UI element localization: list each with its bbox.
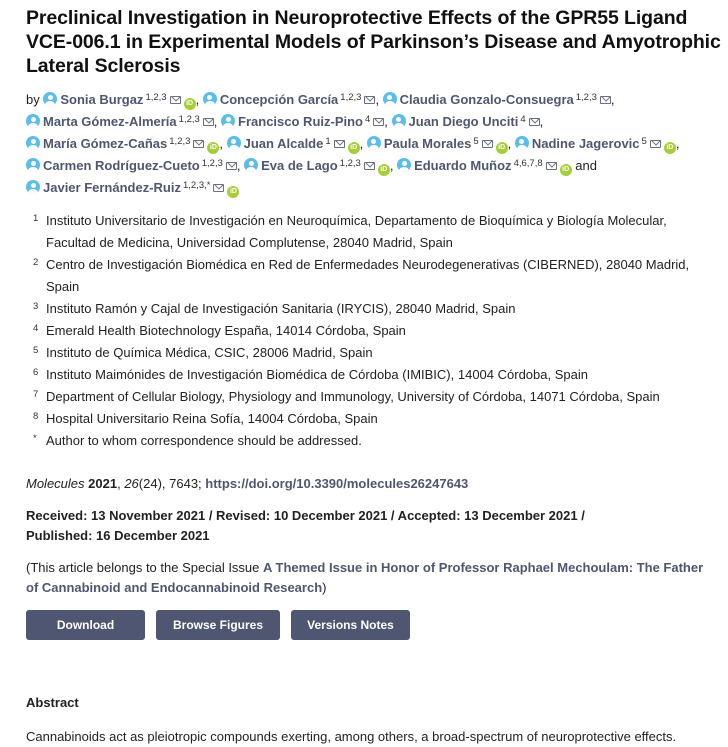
author-profile-icon[interactable] xyxy=(397,158,411,172)
article-title: Preclinical Investigation in Neuroprotective Effects of the GPR55 Ligand VCE-006.1 in Experimental Models of Parkinson’s Disease and Amyotrophic Lateral Sclerosis xyxy=(26,7,721,77)
article-actions xyxy=(26,610,728,640)
author-name[interactable]: María Gómez-Cañas xyxy=(43,136,168,151)
affiliation-text: Instituto de Química Médica, CSIC, 28006 Madrid, Spain xyxy=(46,345,373,360)
abstract-heading: Abstract xyxy=(26,695,79,710)
affiliation-list xyxy=(26,210,728,452)
affiliation-text: Instituto Ramón y Cajal de Investigación Sanitaria (IRYCIS), 28040 Madrid, Spain xyxy=(46,301,516,316)
special-issue-link[interactable]: A Themed Issue in Honor of Professor Raphael Mechoulam: The Father of Cannabinoid and Endocannabinoid Research xyxy=(26,560,704,595)
email-icon[interactable] xyxy=(334,140,345,148)
author-name[interactable]: Concepción García xyxy=(219,92,339,107)
affiliation-text: Emerald Health Biotechnology España, 14014 Córdoba, Spain xyxy=(46,323,406,338)
author xyxy=(515,136,676,151)
author-name[interactable]: Juan Diego Unciti xyxy=(408,114,519,129)
author-affiliation-marker: 1,2,3 xyxy=(201,158,223,169)
author-name[interactable]: Juan Alcalde xyxy=(243,136,324,151)
citation-issue: (24) xyxy=(138,476,162,491)
doi-link[interactable]: https://doi.org/10.3390/molecules26247643 xyxy=(205,476,469,491)
email-icon[interactable] xyxy=(193,140,204,148)
citation-article: , 7643; xyxy=(161,476,206,491)
affiliation-item xyxy=(26,386,728,408)
author-name[interactable]: Eduardo Muñoz xyxy=(414,158,512,173)
affiliation-number: 8 xyxy=(33,411,39,422)
orcid-icon[interactable]: iD xyxy=(184,98,196,110)
author xyxy=(367,136,508,151)
author xyxy=(397,158,572,173)
orcid-icon[interactable]: iD xyxy=(560,164,572,176)
citation-volume: 26 xyxy=(124,476,139,491)
author-affiliation-marker: 5 xyxy=(473,136,479,147)
author xyxy=(244,158,390,173)
author-name[interactable]: Eva de Lago xyxy=(261,158,338,173)
affiliation-number: 5 xyxy=(33,345,39,356)
author-affiliation-marker: 1,2,3 xyxy=(145,92,167,103)
author-profile-icon[interactable] xyxy=(203,92,217,106)
orcid-icon[interactable]: iD xyxy=(207,142,219,154)
author xyxy=(26,180,239,195)
author xyxy=(383,92,611,107)
affiliation-number: 4 xyxy=(33,323,39,334)
author xyxy=(392,114,540,129)
affiliation-number: * xyxy=(33,433,37,444)
email-icon[interactable] xyxy=(482,140,493,148)
versions-notes-button[interactable]: Versions Notes xyxy=(291,610,410,640)
author xyxy=(26,136,219,151)
affiliation-number: 7 xyxy=(33,389,39,400)
author-name[interactable]: Carmen Rodríguez-Cueto xyxy=(43,158,200,173)
orcid-icon[interactable]: iD xyxy=(378,164,390,176)
author-profile-icon[interactable] xyxy=(43,92,57,106)
author xyxy=(203,92,376,107)
dates-line-2: Published: 16 December 2021 xyxy=(26,528,210,543)
and-label: and xyxy=(575,158,597,173)
citation-year: 2021 xyxy=(88,476,118,491)
email-icon[interactable] xyxy=(650,140,661,148)
author-profile-icon[interactable] xyxy=(221,114,235,128)
author-affiliation-marker: 1,2,3 xyxy=(575,92,597,103)
email-icon[interactable] xyxy=(203,118,214,126)
special-issue-suffix: ) xyxy=(322,580,327,595)
special-issue-note xyxy=(26,558,706,598)
affiliation-item xyxy=(26,210,728,254)
affiliation-number: 1 xyxy=(33,213,39,224)
affiliation-number: 6 xyxy=(33,367,39,378)
author xyxy=(26,114,214,129)
affiliation-item xyxy=(26,254,728,298)
affiliation-text: Author to whom correspondence should be addressed. xyxy=(46,433,362,448)
affiliation-text: Centro de Investigación Biomédica en Red de Enfermedades Neurodegenerativas (CIBERNED), 28040 Madrid, Spain xyxy=(46,257,690,294)
email-icon[interactable] xyxy=(213,184,224,192)
author xyxy=(43,92,195,107)
journal-name: Molecules xyxy=(26,476,85,491)
email-icon[interactable] xyxy=(226,162,237,170)
author-profile-icon[interactable] xyxy=(26,136,40,150)
author-name[interactable]: Francisco Ruiz-Pino xyxy=(238,114,363,129)
author-name[interactable]: Sonia Burgaz xyxy=(60,92,144,107)
dates-line-1: Received: 13 November 2021 / Revised: 10 December 2021 / Accepted: 13 December 2021 / xyxy=(26,508,585,523)
special-issue-prefix: (This article belongs to the Special Issue xyxy=(26,560,264,575)
author-profile-icon[interactable] xyxy=(392,114,406,128)
author-affiliation-marker: 4 xyxy=(365,114,371,125)
author-affiliation-marker: 1,2,3 xyxy=(178,114,200,125)
browse-figures-button[interactable]: Browse Figures xyxy=(156,610,280,640)
affiliation-text: Department of Cellular Biology, Physiology and Immunology, University of Córdoba, 14071 Córdoba, Spain xyxy=(46,389,660,404)
author-profile-icon[interactable] xyxy=(515,136,529,150)
author-profile-icon[interactable] xyxy=(367,136,381,150)
author-affiliation-marker: 5 xyxy=(641,136,647,147)
author-affiliation-marker: 4,6,7,8 xyxy=(513,158,543,169)
author-name[interactable]: Marta Gómez-Almería xyxy=(43,114,177,129)
author-list: by Sonia Burgaz $^{1,2,3}$iD , Concepción García $^{1,2,3}$ , Claudia Gonzalo-Consuegra $^{1,2,3}$ , Marta Gómez-Almería $^{1,2,3}$ , Francisco Ruiz-Pino $^4$ , Juan Diego Unciti $^4$ , María Gómez-Cañas $^{1,2,3}$iD , Juan Alcalde $^1$iD , Paula Morales $^5$iD , Nadine Jagerovic $^5$iD , Carmen Rodríguez-Cueto $^{1,2,3}$ , Eva de Lago $^{1,2,3}$iD , Eduardo Muñoz $^{4,6,7,8}$iD and Javier Fernández-Ruiz $^{1,2,3,*}$iD xyxy=(26,88,718,198)
affiliation-number: 2 xyxy=(33,257,39,268)
author-profile-icon[interactable] xyxy=(26,114,40,128)
by-label: by xyxy=(26,92,40,107)
author-profile-icon[interactable] xyxy=(244,158,258,172)
affiliation-item xyxy=(26,320,728,342)
author-affiliation-marker: 1,2,3 xyxy=(339,158,361,169)
abstract-text: Cannabinoids act as pleiotropic compounds exerting, among others, a broad-spectrum of neuroprotective effects. xyxy=(26,729,677,744)
publication-dates xyxy=(26,506,706,546)
affiliation-text: Instituto Universitario de Investigación en Neuroquímica, Departamento de Bioquímica y Biología Molecular, Facultad de Medicina, Universidad Complutense, 28040 Madrid, Spain xyxy=(46,213,667,250)
affiliation-item xyxy=(26,342,728,364)
author-affiliation-marker: 1,2,3 xyxy=(169,136,191,147)
affiliation-text: Instituto Maimónides de Investigación Biomédica de Córdoba (IMIBIC), 14004 Córdoba, Spain xyxy=(46,367,588,382)
email-icon[interactable] xyxy=(364,162,375,170)
author xyxy=(26,158,237,173)
affiliation-text: Hospital Universitario Reina Sofía, 14004 Córdoba, Spain xyxy=(46,411,378,426)
author xyxy=(227,136,360,151)
email-icon[interactable] xyxy=(546,162,557,170)
author-affiliation-marker: 1,2,3,* xyxy=(183,180,211,191)
affiliation-item xyxy=(26,408,728,430)
email-icon[interactable] xyxy=(373,118,384,126)
author-affiliation-marker: 1 xyxy=(325,136,331,147)
author-profile-icon[interactable] xyxy=(383,92,397,106)
orcid-icon[interactable]: iD xyxy=(348,142,360,154)
citation: Molecules 2021, 26(24), 7643; https://doi.org/10.3390/molecules26247643 xyxy=(26,476,469,491)
orcid-icon[interactable]: iD xyxy=(227,186,239,198)
author-name[interactable]: Paula Morales xyxy=(383,136,472,151)
author-profile-icon[interactable] xyxy=(26,158,40,172)
orcid-icon[interactable]: iD xyxy=(664,142,676,154)
email-icon[interactable] xyxy=(170,96,181,104)
email-icon[interactable] xyxy=(364,96,375,104)
author-name[interactable]: Claudia Gonzalo-Consuegra xyxy=(399,92,574,107)
affiliation-item xyxy=(26,430,728,452)
author-name[interactable]: Javier Fernández-Ruiz xyxy=(43,180,181,195)
affiliation-item xyxy=(26,298,728,320)
author-affiliation-marker: 4 xyxy=(520,114,526,125)
email-icon[interactable] xyxy=(600,96,611,104)
author xyxy=(221,114,384,129)
orcid-icon[interactable]: iD xyxy=(496,142,508,154)
author-profile-icon[interactable] xyxy=(227,136,241,150)
author-name[interactable]: Nadine Jagerovic xyxy=(531,136,640,151)
affiliation-item xyxy=(26,364,728,386)
download-button[interactable]: Download xyxy=(26,610,145,640)
affiliation-number: 3 xyxy=(33,301,39,312)
email-icon[interactable] xyxy=(529,118,540,126)
author-profile-icon[interactable] xyxy=(26,180,40,194)
author-affiliation-marker: 1,2,3 xyxy=(340,92,362,103)
